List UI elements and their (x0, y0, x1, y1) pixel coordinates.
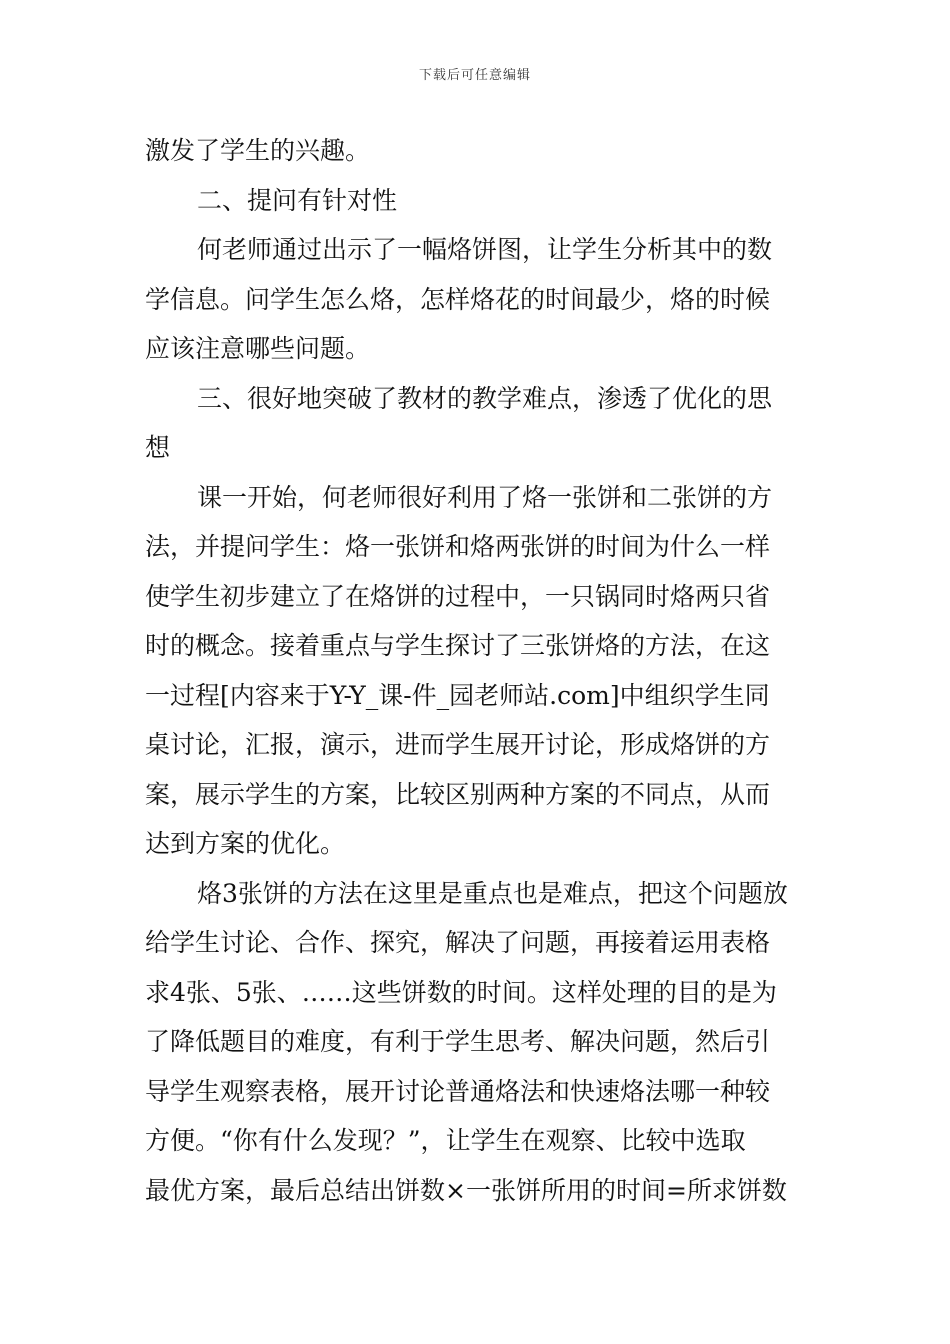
text-line: 想 (145, 433, 171, 462)
text-line: 时的概念。接着重点与学生探讨了三张饼烙的方法，在这 (145, 631, 771, 660)
text-line: 桌讨论，汇报，演示，进而学生展开讨论，形成烙饼的方 (145, 730, 771, 759)
text-line: 法，并提问学生：烙一张饼和烙两张饼的时间为什么一样 (145, 532, 771, 561)
text-line: 使学生初步建立了在烙饼的过程中，一只锅同时烙两只省 (145, 581, 771, 611)
text-line: 一过程[内容来于Y-Y_课-件_园老师站.com]中组织学生同 (145, 680, 770, 710)
page-header: 下载后可任意编辑 (418, 68, 531, 83)
text-line: 案，展示学生的方案，比较区别两种方案的不同点，从而 (145, 779, 771, 809)
document-body (145, 126, 809, 1215)
text-line: 烙3张饼的方法在这里是重点也是难点，把这个问题放 (197, 878, 788, 908)
text-line: 课一开始，何老师很好利用了烙一张饼和二张饼的方 (197, 482, 773, 512)
text-line: 了降低题目的难度，有利于学生思考、解决问题，然后引 (145, 1027, 771, 1056)
text-line: 激发了学生的兴趣。 (145, 136, 371, 165)
text-line: 达到方案的优化。 (145, 829, 346, 858)
section-heading: 三、很好地突破了教材的教学难点，渗透了优化的思 (197, 383, 773, 413)
text-line: 学信息。问学生怎么烙，怎样烙花的时间最少，烙的时候 (145, 284, 771, 314)
section-heading: 二、提问有针对性 (197, 185, 398, 215)
text-line: 应该注意哪些问题。 (145, 334, 371, 363)
text-line: 何老师通过出示了一幅烙饼图，让学生分析其中的数 (197, 235, 773, 264)
text-line: 最优方案，最后总结出饼数×一张饼所用的时间=所求饼数 (145, 1175, 787, 1205)
text-line: 方便。“你有什么发现？”，让学生在观察、比较中选取 (145, 1126, 746, 1155)
text-line: 求4张、5张、……这些饼数的时间。这样处理的目的是为 (145, 977, 777, 1007)
text-line: 导学生观察表格，展开讨论普通烙法和快速烙法哪一种较 (145, 1076, 771, 1106)
text-line: 给学生讨论、合作、探究，解决了问题，再接着运用表格 (145, 928, 771, 957)
